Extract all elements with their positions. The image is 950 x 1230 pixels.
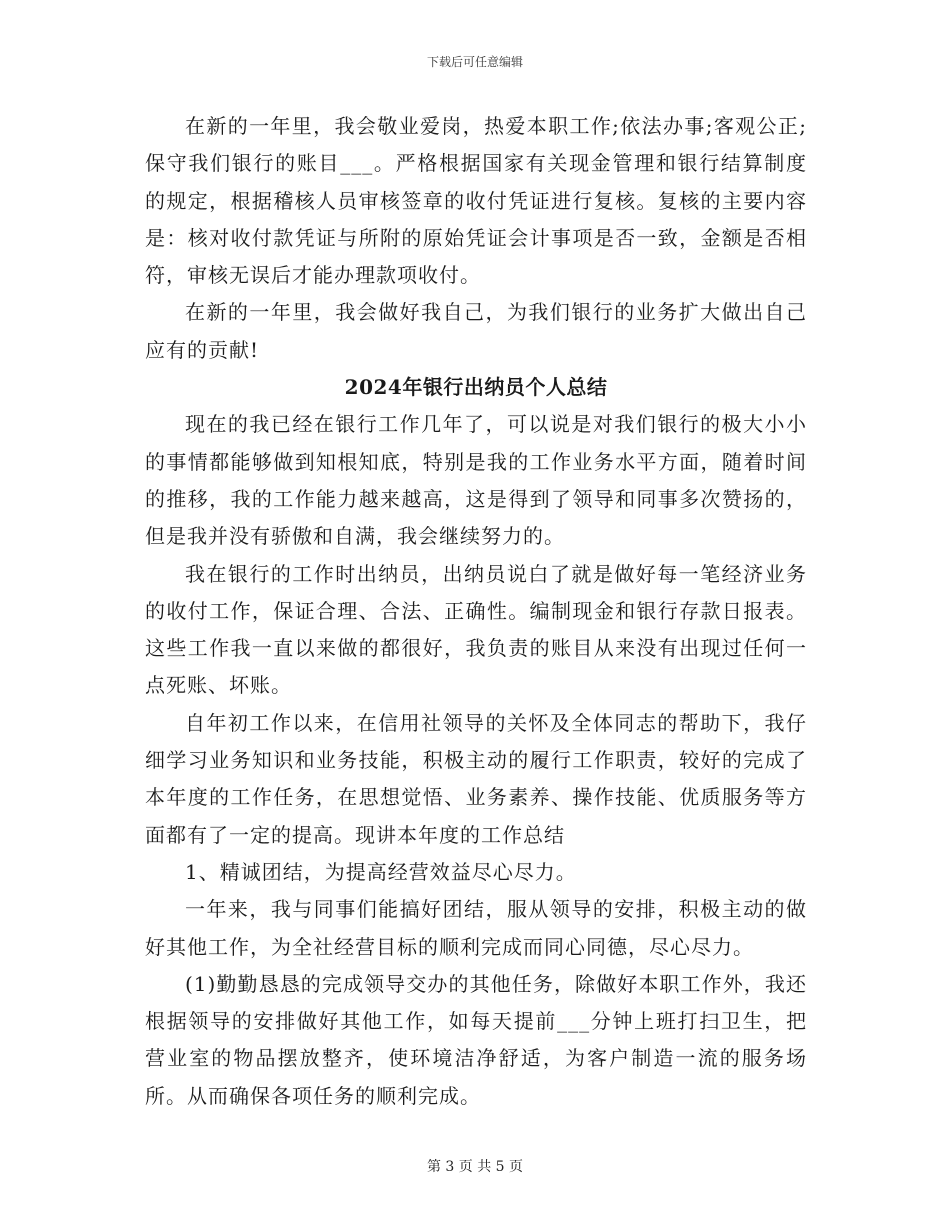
document-body: [145, 108, 807, 1115]
list-heading: 1、精诚团结，为提高经营效益尽心尽力。: [185, 859, 577, 884]
page-number: 第 3 页 共 5 页: [426, 1159, 524, 1175]
section-title: 2024年银行出纳员个人总结: [344, 375, 608, 400]
paragraph: 一年来，我与同事们能搞好团结，服从领导的安排，积极主动的做好其他工作，为全社经营目标的顺利完成而同心同德，尽心尽力。: [145, 897, 807, 959]
paragraph: 我在银行的工作时出纳员，出纳员说白了就是做好每一笔经济业务的收付工作，保证合理、合法、正确性。编制现金和银行存款日报表。这些工作我一直以来做的都很好，我负责的账目从来没有出现过任何一点死账、坏账。: [145, 561, 807, 698]
paragraph: 在新的一年里，我会敬业爱岗，热爱本职工作;依法办事;客观公正;保守我们银行的账目___。严格根据国家有关现金管理和银行结算制度的规定，根据稽核人员审核签章的收付凭证进行复核。复核的主要内容是：核对收付款凭证与所附的原始凭证会计事项是否一致，金额是否相符，审核无误后才能办理款项收付。: [145, 114, 807, 288]
paragraph: (1)勤勤恳恳的完成领导交办的其他任务，除做好本职工作外，我还根据领导的安排做好其他工作，如每天提前___分钟上班打扫卫生，把营业室的物品摆放整齐，使环境洁净舒适，为客户制造一流的服务场所。从而确保各项任务的顺利完成。: [145, 971, 807, 1108]
paragraph: 现在的我已经在银行工作几年了，可以说是对我们银行的极大小小的事情都能够做到知根知底，特别是我的工作业务水平方面，随着时间的推移，我的工作能力越来越高，这是得到了领导和同事多次赞扬的，但是我并没有骄傲和自满，我会继续努力的。: [145, 412, 807, 549]
paragraph: 在新的一年里，我会做好我自己，为我们银行的业务扩大做出自己应有的贡献!: [145, 300, 807, 362]
page-header-note: 下载后可任意编辑: [426, 55, 523, 69]
paragraph: 自年初工作以来，在信用社领导的关怀及全体同志的帮助下，我仔细学习业务知识和业务技能，积极主动的履行工作职责，较好的完成了本年度的工作任务，在思想觉悟、业务素养、操作技能、优质服务等方面都有了一定的提高。现讲本年度的工作总结: [145, 710, 807, 847]
